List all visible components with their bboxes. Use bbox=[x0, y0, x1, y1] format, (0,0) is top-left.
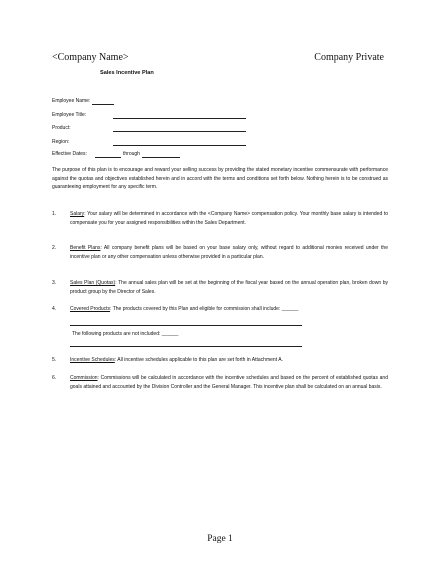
effective-start-line bbox=[95, 157, 121, 158]
employee-title-line bbox=[113, 118, 246, 119]
section-number: 2. bbox=[52, 245, 57, 251]
effective-end-line bbox=[142, 157, 180, 158]
section-heading: Salary bbox=[70, 211, 85, 217]
company-name-header: <Company Name> bbox=[52, 52, 129, 63]
section-sales-plan bbox=[52, 279, 388, 296]
section-text: : All incentive schedules applicable to this plan are set forth in Attachment A. bbox=[114, 357, 283, 363]
section-number: 4. bbox=[52, 306, 57, 312]
field-label-region: Region: bbox=[52, 139, 70, 145]
covered-products-line-1 bbox=[70, 325, 302, 326]
company-private-label: Company Private bbox=[314, 52, 384, 63]
section-salary bbox=[52, 210, 388, 227]
field-label-employee-title: Employee Title: bbox=[52, 112, 87, 118]
section-text: : All company benefit plans will be based on your base salary only, without regard to additional monies received under the incentive plan or any other compensation unless otherwise provided in a particular plan. bbox=[70, 245, 388, 260]
through-label: through bbox=[123, 151, 140, 157]
field-label-product: Product: bbox=[52, 125, 71, 131]
section-number: 3. bbox=[52, 280, 57, 286]
not-included-line-1 bbox=[70, 346, 302, 347]
section-commission bbox=[52, 374, 388, 391]
section-text: : Your salary will be determined in accordance with the <Company Name> compensation policy. Your monthly base salary is intended to compensate you for your assigned responsibilities within the Sales Department. bbox=[70, 211, 388, 226]
intro-paragraph: The purpose of this plan is to encourage and reward your selling success by providing the stated monetary incentive commensurate with performance against the quotas and objectives established herein and in accord with the terms and conditions set forth below. Nothing herein is to be construed as guaranteeing employment for any specific term. bbox=[52, 167, 388, 190]
section-covered-products bbox=[52, 305, 388, 314]
section-heading: Commission bbox=[70, 375, 98, 381]
section-heading: Benefit Plans bbox=[70, 245, 101, 251]
region-line bbox=[113, 145, 246, 146]
section-number: 5. bbox=[52, 357, 57, 363]
page-number: Page 1 bbox=[207, 534, 233, 544]
section-heading: Incentive Schedules bbox=[70, 357, 115, 363]
document-title: Sales Incentive Plan bbox=[100, 70, 154, 76]
field-label-employee-name: Employee Name: bbox=[52, 98, 91, 104]
product-line bbox=[113, 131, 246, 132]
section-text: : The products covered by this Plan and eligible for commission shall include: ______ bbox=[110, 306, 299, 312]
section-incentive-schedules bbox=[52, 356, 388, 365]
section-heading: Sales Plan (Quotas) bbox=[70, 280, 116, 286]
not-included-label: The following products are not included: ______ bbox=[72, 331, 179, 337]
section-heading: Covered Products bbox=[70, 306, 111, 312]
employee-name-line bbox=[92, 104, 114, 105]
section-text: : Commissions will be calculated in accordance with the incentive schedules and based on the percent of established quotas and goals attained and accounted by the Division Controller and the General Manager. This incentive plan shall be calculated on an annual basis. bbox=[70, 375, 388, 390]
section-number: 1. bbox=[52, 211, 57, 217]
field-label-effective-dates: Effective Dates: bbox=[52, 151, 87, 157]
section-number: 6. bbox=[52, 375, 57, 381]
section-text: : The annual sales plan will be set at the beginning of the fiscal year based on the annual operation plan, broken down by product group by the Director of Sales. bbox=[70, 280, 388, 295]
section-benefit-plans bbox=[52, 244, 388, 261]
